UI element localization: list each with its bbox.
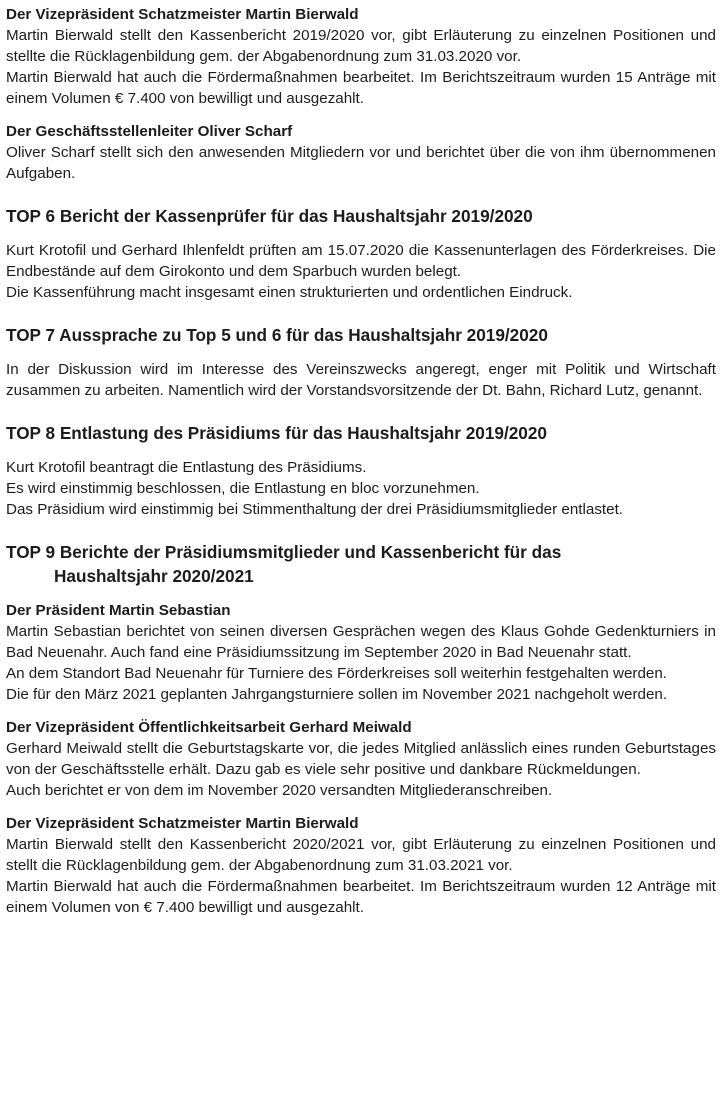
paragraph-text: Martin Bierwald hat auch die Fördermaßnahmen bearbeitet. Im Berichtszeitraum wurden 15 Anträge mit einem Volumen € 7.400 von bewilligt und ausgezahlt. [6, 69, 716, 107]
spacer [6, 801, 716, 813]
agenda-item-heading [6, 540, 716, 588]
paragraph-text: Kurt Krotofil und Gerhard Ihlenfeldt prüften am 15.07.2020 die Kassenunterlagen des Förderkreises. Die Endbestände auf dem Girokonto und dem Sparbuch wurden belegt. [6, 242, 716, 280]
paragraph-text: An dem Standort Bad Neuenahr für Turniere des Förderkreises soll weiterhin festgehalten werden. [6, 665, 668, 682]
paragraph-text: Oliver Scharf stellt sich den anwesenden Mitgliedern vor und berichtet über die von ihm übernommenen Aufgaben. [6, 144, 716, 182]
paragraph-text: In der Diskussion wird im Interesse des Vereinszwecks angeregt, enger mit Politik und Wirtschaft zusammen zu arbeiten. Namentlich wird der Vorstandsvorsitzende der Dt. Bahn, Richard Lutz, genannt. [6, 361, 716, 399]
paragraph-text: Martin Sebastian berichtet von seinen diversen Gesprächen wegen des Klaus Gohde Gedenkturniers in Bad Neuenahr. Auch fand eine Präsidiumssitzung im September 2020 in Bad Neuenahr statt. [6, 623, 716, 661]
paragraph-block [6, 240, 716, 303]
section-subheading: Der Präsident Martin Sebastian [6, 602, 231, 619]
paragraph-text: Die für den März 2021 geplanten Jahrgangsturniere sollen im November 2021 nachgeholt werden. [6, 686, 668, 703]
paragraph-text: Auch berichtet er von dem im November 2020 versandten Mitgliederanschreiben. [6, 782, 553, 799]
spacer [6, 184, 716, 204]
agenda-item-heading-continuation: Haushaltsjahr 2020/2021 [54, 566, 254, 586]
paragraph-block [6, 359, 716, 401]
spacer [6, 228, 716, 240]
paragraph-text: Gerhard Meiwald stellt die Geburtstagskarte vor, die jedes Mitglied anlässlich eines runden Geburtstages von der Geschäftsstelle erhält. Dazu gab es viele sehr positive und dankbare Rückmeldungen. [6, 740, 716, 778]
spacer [6, 588, 716, 600]
agenda-item-heading-line: TOP 9 Berichte der Präsidiumsmitglieder und Kassenbericht für das [6, 542, 562, 562]
section-subheading: Der Geschäftsstellenleiter Oliver Scharf [6, 123, 293, 140]
paragraph-text: Es wird einstimmig beschlossen, die Entlastung en bloc vorzunehmen. [6, 480, 480, 497]
spacer [6, 445, 716, 457]
paragraph-block [6, 142, 716, 184]
section-subheading: Der Vizepräsident Schatzmeister Martin Bierwald [6, 6, 359, 23]
paragraph-block [6, 834, 716, 918]
paragraph-text: Das Präsidium wird einstimmig bei Stimmenthaltung der drei Präsidiumsmitglieder entlastet. [6, 501, 624, 518]
agenda-item-heading: TOP 8 Entlastung des Präsidiums für das Haushaltsjahr 2019/2020 [6, 423, 547, 443]
spacer [6, 347, 716, 359]
paragraph-text: Martin Bierwald stellt den Kassenbericht 2020/2021 vor, gibt Erläuterung zu einzelnen Positionen und stellt die Rücklagenbildung gem. der Abgabenordnung zum 31.03.2021 vor. [6, 836, 716, 874]
paragraph-block [6, 457, 716, 520]
agenda-item-heading: TOP 6 Bericht der Kassenprüfer für das Haushaltsjahr 2019/2020 [6, 206, 533, 226]
spacer [6, 520, 716, 540]
spacer [6, 303, 716, 323]
paragraph-block [6, 621, 716, 705]
paragraph-text: Martin Bierwald hat auch die Fördermaßnahmen bearbeitet. Im Berichtszeitraum wurden 12 Anträge mit einem Volumen von € 7.400 bewilligt und ausgezahlt. [6, 878, 716, 916]
paragraph-block [6, 738, 716, 801]
paragraph-text: Kurt Krotofil beantragt die Entlastung des Präsidiums. [6, 459, 367, 476]
section-subheading: Der Vizepräsident Schatzmeister Martin Bierwald [6, 815, 359, 832]
spacer [6, 109, 716, 121]
paragraph-block [6, 25, 716, 109]
spacer [6, 705, 716, 717]
agenda-item-heading: TOP 7 Aussprache zu Top 5 und 6 für das Haushaltsjahr 2019/2020 [6, 325, 548, 345]
section-subheading: Der Vizepräsident Öffentlichkeitsarbeit Gerhard Meiwald [6, 719, 412, 736]
spacer [6, 401, 716, 421]
paragraph-text: Die Kassenführung macht insgesamt einen strukturierten und ordentlichen Eindruck. [6, 284, 573, 301]
paragraph-text: Martin Bierwald stellt den Kassenbericht 2019/2020 vor, gibt Erläuterung zu einzelnen Positionen und stellte die Rücklagenbildung gem. der Abgabenordnung zum 31.03.2020 vor. [6, 27, 716, 65]
